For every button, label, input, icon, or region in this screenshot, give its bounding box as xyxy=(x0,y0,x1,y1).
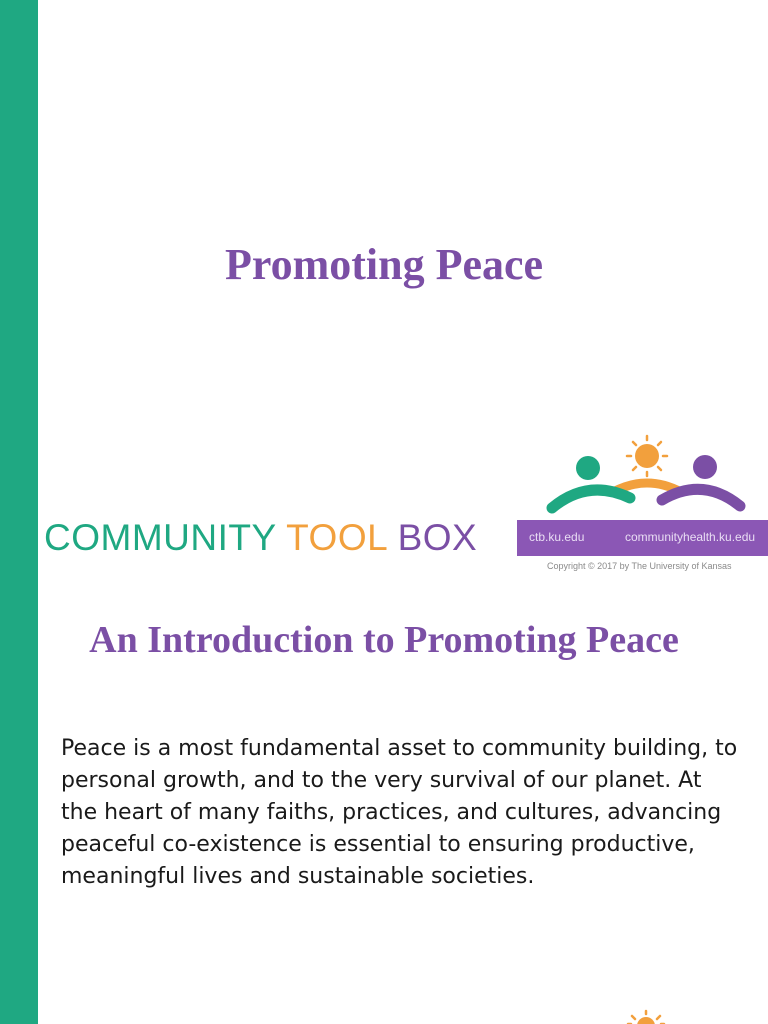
logo-word-tool: TOOL xyxy=(286,517,387,558)
logo-url-bar xyxy=(517,520,768,556)
logo-word-box: BOX xyxy=(397,517,478,558)
section-title: An Introduction to Promoting Peace xyxy=(89,619,679,661)
sun-icon-partial xyxy=(618,1006,668,1024)
left-accent-bar xyxy=(0,0,38,1024)
logo-word-community: COMMUNITY xyxy=(44,517,276,558)
person-purple-icon xyxy=(662,455,740,506)
sun-icon xyxy=(627,436,667,476)
body-paragraph: Peace is a most fundamental asset to community building, to personal growth, and to the very survival of our planet. At the heart of many faiths, practices, and cultures, advancing peaceful co-existence is essential to ensuring productive, meaningful lives and sustainable societies. xyxy=(61,736,738,889)
copyright-notice: Copyright © 2017 by The University of Kansas xyxy=(547,561,732,571)
slide-title: Promoting Peace xyxy=(224,240,544,289)
logo-figures xyxy=(38,430,768,520)
person-green-icon xyxy=(552,456,630,508)
community-tool-box-logo xyxy=(38,430,768,580)
url-ctb: ctb.ku.edu xyxy=(529,530,585,544)
url-community-health: communityhealth.ku.edu xyxy=(625,530,756,544)
logo-wordmark xyxy=(44,516,477,560)
